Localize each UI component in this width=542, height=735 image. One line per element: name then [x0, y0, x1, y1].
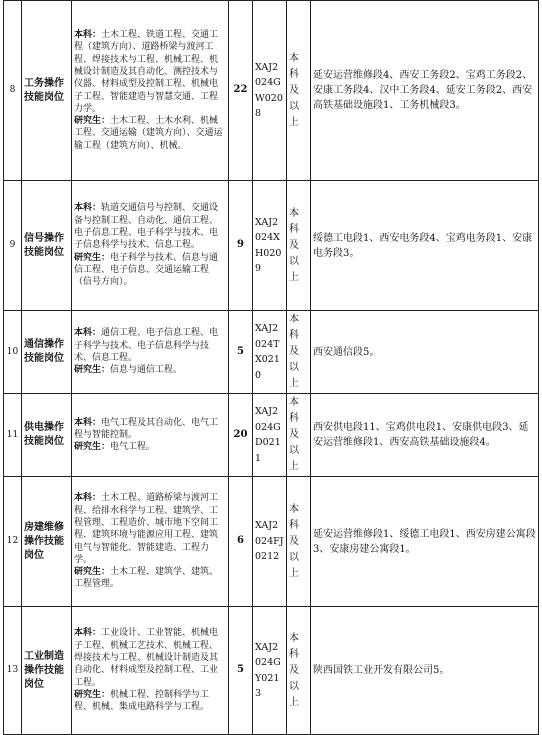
undergrad-label: 本科： [74, 417, 102, 428]
education-requirement: 本科及以上 [287, 607, 311, 735]
grad-majors: 土木工程、土木水利、机械工程、交通运输（建筑方向）、交通运输工程（建筑方向）、机械。 [74, 116, 223, 151]
position-code: XAJ2024TX0210 [253, 311, 287, 394]
position-code: XAJ2024XH0209 [253, 181, 287, 311]
undergrad-label: 本科： [74, 628, 102, 639]
grad-label: 研究生： [74, 689, 111, 700]
work-locations: 延安运营维修段4、西安工务段2、宝鸡工务段2、安康工务段4、汉中工务段4、延安工务段2、西安高铁基础设施段1、工务机械段3。 [311, 1, 539, 181]
undergrad-majors: 通信工程、电子信息工程、电子科学与技术、电子信息科学与技术、信息工程。 [74, 328, 219, 363]
position-code: XAJ2024GY0213 [253, 607, 287, 735]
position-name: 工业制造操作技能岗位 [22, 607, 72, 735]
work-locations: 西安供电段11、宝鸡供电段1、安康供电段3、延安运营维修段1、西安高铁基础设施段4。 [311, 394, 539, 477]
recruitment-table [3, 0, 539, 735]
row-number: 12 [4, 477, 22, 607]
work-locations: 绥德工电段1、西安电务段4、宝鸡电务段1、安康电务段3。 [311, 181, 539, 311]
undergrad-label: 本科： [74, 493, 102, 504]
table-row [4, 394, 539, 477]
undergrad-majors: 工业设计、工业智能、机械电子工程、机械工艺技术、机械工程、焊接技术与工程、机械设计制造及其自动化、材料成型及控制工程、工业工程。 [74, 628, 219, 688]
major-requirements [72, 1, 229, 181]
undergrad-majors: 土木工程、道路桥梁与渡河工程、给排水科学与工程、建筑学、工程管理、工程造价、城市地下空间工程、建筑环境与能源应用工程、建筑电气与智能化、智能建造、工程力学。 [74, 493, 219, 565]
position-code: XAJ2024GD0211 [253, 394, 287, 477]
position-code: XAJ2024GW0208 [253, 1, 287, 181]
undergrad-label: 本科： [74, 203, 102, 214]
undergrad-label: 本科： [74, 328, 102, 339]
position-name: 信号操作技能岗位 [22, 181, 72, 311]
education-requirement: 本科及以上 [287, 394, 311, 477]
grad-majors: 电气工程。 [110, 442, 156, 453]
headcount: 6 [229, 477, 253, 607]
table-row [4, 477, 539, 607]
education-requirement: 本科及以上 [287, 311, 311, 394]
table-row [4, 311, 539, 394]
education-requirement: 本科及以上 [287, 477, 311, 607]
major-requirements [72, 311, 229, 394]
position-name: 通信操作技能岗位 [22, 311, 72, 394]
undergrad-majors: 土木工程、铁道工程、交通工程（建筑方向）、道路桥梁与渡河工程、焊接技术与工程、机械工程、机械设计制造及其自动化、测控技术与仪器、材料成型及控制工程、机械电子工程、智能建造与智慧交通、工程力学。 [74, 30, 219, 114]
grad-label: 研究生： [74, 442, 111, 453]
major-requirements [72, 607, 229, 735]
table-row [4, 607, 539, 735]
major-requirements [72, 181, 229, 311]
row-number: 13 [4, 607, 22, 735]
major-requirements [72, 394, 229, 477]
undergrad-label: 本科： [74, 30, 102, 41]
major-requirements [72, 477, 229, 607]
position-name: 工务操作技能岗位 [22, 1, 72, 181]
work-locations: 延安运营维修段1、绥德工电段1、西安房建公寓段3、安康房建公寓段1。 [311, 477, 539, 607]
grad-label: 研究生： [74, 116, 111, 127]
position-name: 房建维修操作技能岗位 [22, 477, 72, 607]
grad-majors: 电子科学与技术、信息与通信工程、电子信息、交通运输工程（信号方向）。 [74, 252, 219, 288]
row-number: 8 [4, 1, 22, 181]
headcount: 20 [229, 394, 253, 477]
position-name: 供电操作技能岗位 [22, 394, 72, 477]
work-locations: 西安通信段5。 [311, 311, 539, 394]
headcount: 5 [229, 311, 253, 394]
education-requirement: 本科及以上 [287, 1, 311, 181]
grad-label: 研究生： [74, 365, 111, 376]
grad-majors: 信息与通信工程。 [110, 365, 183, 376]
headcount: 5 [229, 607, 253, 735]
grad-majors: 土木工程、建筑学、建筑、工程管理。 [74, 567, 219, 590]
grad-label: 研究生： [74, 567, 111, 578]
education-requirement: 本科及以上 [287, 181, 311, 311]
headcount: 9 [229, 181, 253, 311]
work-locations: 陕西国铁工业开发有限公司5。 [311, 607, 539, 735]
headcount: 22 [229, 1, 253, 181]
undergrad-majors: 轨道交通信号与控制、交通设备与控制工程、自动化、通信工程、电子信息工程、电子科学与技术、电子信息科学与技术、信息工程。 [74, 203, 219, 251]
undergrad-majors: 电气工程及其自动化、电气工程与智能控制。 [74, 417, 219, 440]
table-row [4, 1, 539, 181]
table-row [4, 181, 539, 311]
grad-majors: 机械工程、控制科学与工程、机械、集成电路科学与工程。 [74, 689, 210, 713]
row-number: 9 [4, 181, 22, 311]
grad-label: 研究生： [74, 252, 111, 263]
position-code: XAJ2024FJ0212 [253, 477, 287, 607]
row-number: 10 [4, 311, 22, 394]
row-number: 11 [4, 394, 22, 477]
